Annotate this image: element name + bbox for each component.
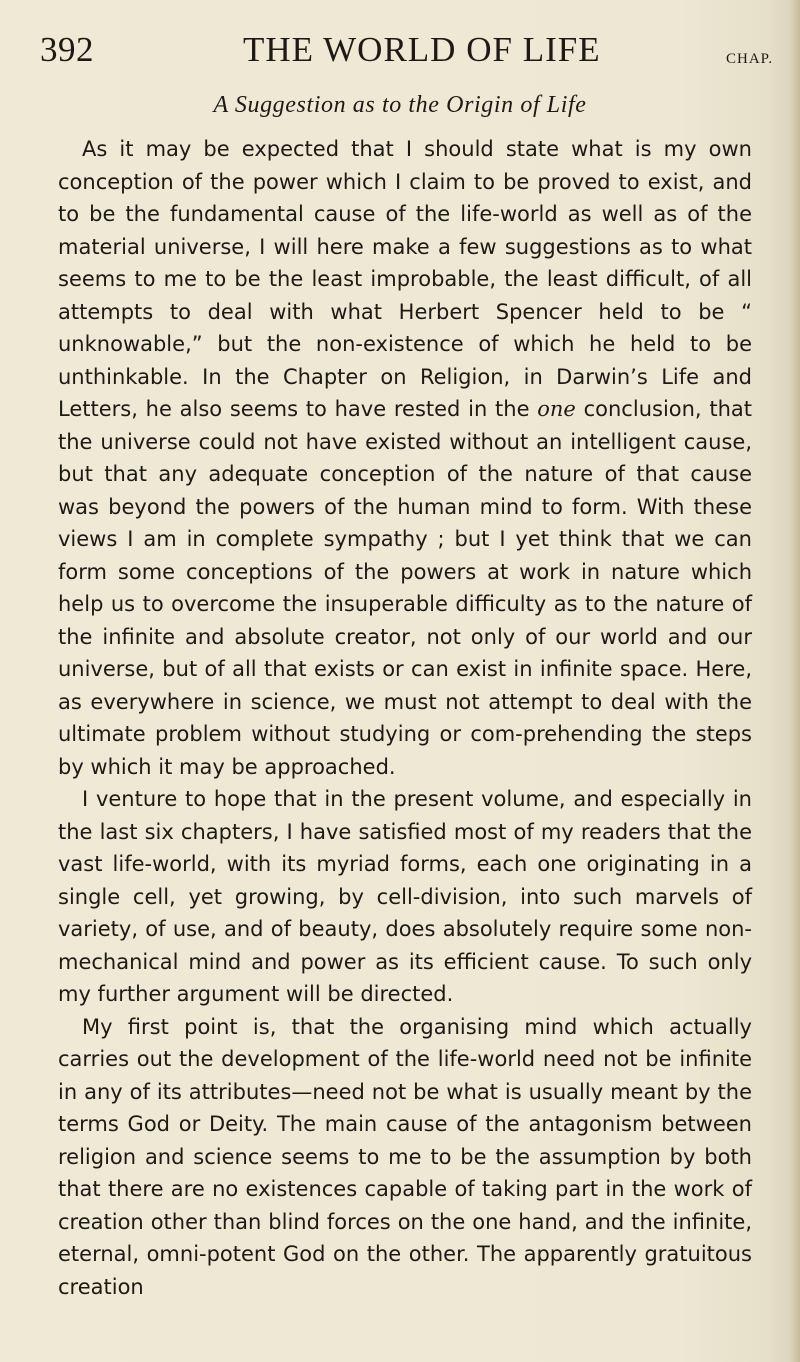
page-edge-shadow [790,0,800,1362]
section-heading [0,92,800,119]
paragraph-2: I venture to hope that in the present volume, and especially in the last six chapters, I have satisfied most of my readers that the vast life-world, with its myriad forms, each one originating in a single cell, yet growing, by cell-division, into such marvels of variety, of use, and of beauty, does absolutely require some non-mechanical mind and power as its efficient cause. To such only my further argument will be directed. [58,787,752,1006]
paragraph-1-text-b: conclusion, that the universe could not have existed without an intelligent cause, but that any adequate conception of the nature of that cause was beyond the powers of the human mind to form. With these views I am in complete sympathy ; but I yet think that we can form some conceptions of the powers at work in nature which help us to overcome the insuperable difficulty as to the nature of the infinite and absolute creator, not only of our world and our universe, but of all that exists or can exist in infinite space. Here, as everywhere in science, we must not attempt to deal with the ultimate problem without studying or com-prehending the steps by which it may be approached. [58,397,753,779]
page-number: 392 [40,30,94,69]
running-title: THE WORLD OF LIFE [243,30,601,69]
section-heading-title: Suggestion as to the Origin of Life [234,92,587,118]
paragraph-3: My first point is, that the organising mind which actually carries out the development of the life-world need not be infinite in any of its attributes—need not be what is usually meant by the terms God or Deity. The main cause of the antagonism between religion and science seems to me to be the assumption by both that there are no existences capable of taking part in the work of creation other than blind forces on the one hand, and the infinite, eternal, omni-potent God on the other. The apparently gratuitous creation [58,1014,752,1299]
paragraph-1-emphasis: one [537,397,576,421]
body-text [58,133,752,1303]
section-heading-prefix: A [213,92,235,118]
chapter-label: CHAP. [726,51,774,67]
page-header [40,28,774,78]
paragraph-1-text-a: As it may be expected that I should state what is my own conception of the power which I claim to be proved to exist, and to be the fundamental cause of the life-world as well as of the material universe, I will here make a few suggestions as to what seems to me to be the least improbable, the least difficult, of all attempts to deal with what Herbert Spencer held to be “ unknowable,” but the non-existence of which he held to be unthinkable. In the Chapter on Religion, in Darwin’s Life and Letters, he also seems to have rested in the [58,137,752,421]
paragraph-1 [58,133,752,783]
